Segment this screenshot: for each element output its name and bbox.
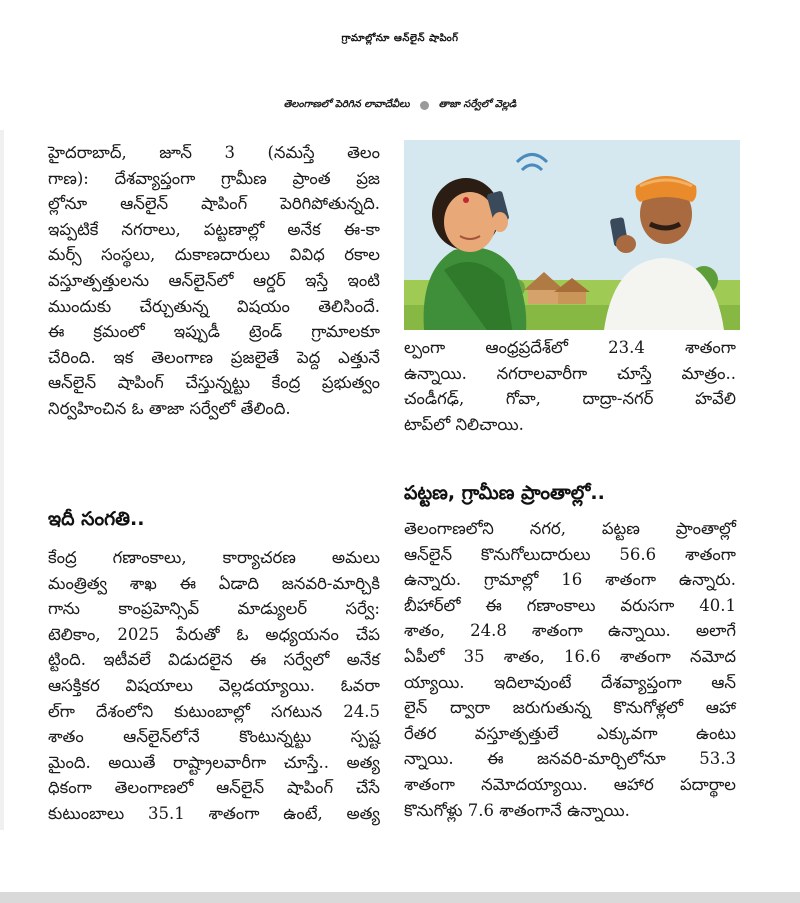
text-line: ధికంగా తెలంగాణలో ఆన్‌లైన్ షాపింగ్ చేసే <box>48 778 380 798</box>
text-line: మంత్రిత్వ శాఖ ఈ ఏడాది జనవరి-మార్చికి <box>48 573 380 593</box>
text-line: ల్పంగా ఆంధ్రప్రదేశ్‌లో 23.4 శాతంగా <box>404 338 736 357</box>
text-line: కొనుగోళ్లు 7.6 శాతంగానే ఉన్నాయి. <box>404 800 630 820</box>
section-1-paragraph <box>48 545 380 827</box>
text-line: టెలికాం, 2025 పేరుతో ఓ అధ్యయనం చేప <box>48 624 380 644</box>
text-line: శాతంగా నమోదయ్యాయి. ఆహార పదార్థాల <box>404 774 736 794</box>
text-line: ల్లోనూ ఆన్‌లైన్ షాపింగ్ పెరిగిపోతున్నది. <box>48 194 380 214</box>
continuation-paragraph <box>404 335 736 437</box>
page-edge <box>0 130 4 830</box>
text-line: కేంద్ర గణాంకాలు, కార్యాచరణ అమలు <box>48 548 380 567</box>
text-line: చండీగఢ్, గోవా, దాద్రా-నగర్ హవేలి <box>404 389 736 409</box>
text-line: మర్స్ సంస్థలు, దుకాణదారులు వివిధ రకాల <box>48 245 380 265</box>
illustration-villagers-with-phones <box>404 140 740 330</box>
text-line: య్యాయి. ఇదిలావుంటే దేశవ్యాప్తంగా ఆన్ <box>404 672 736 692</box>
text-line: ఈ క్రమంలో ఇప్పుడీ ట్రెండ్ గ్రామాలకూ <box>48 322 380 342</box>
text-line: ఆసక్తికర విషయాలు వెల్లడయ్యాయి. ఓవరా <box>48 675 380 695</box>
section-2-paragraph <box>404 516 736 823</box>
text-line: వస్తూత్పత్తులను ఆన్‌లైన్‌లో ఆర్డర్ ఇస్తే ఇంటి <box>48 270 380 290</box>
text-line: ఆన్‌లైన్ షాపింగ్ చేస్తున్నట్టు కేంద్ర ప్రభుత్వం <box>48 373 380 393</box>
text-line: గాణ): దేశవ్యాప్తంగా గ్రామీణ ప్రాంత ప్రజ <box>48 168 380 188</box>
subhead <box>0 86 800 124</box>
text-line: శాతం ఆన్‌లైన్‌లోనే కొంటున్నట్టు స్పష్ట <box>48 727 380 747</box>
text-line: టాప్‌లో నిలిచాయి. <box>404 414 524 434</box>
text-line: ఉన్నారు. గ్రామాల్లో 16 శాతంగా ఉన్నారు. <box>404 570 736 590</box>
text-line: ఏపీలో 35 శాతం, 16.6 శాతంగా నమోద <box>404 646 736 666</box>
section-heading-1: ఇదీ సంగతి.. <box>48 508 145 530</box>
text-line: ఇప్పటికే నగరాలు, పట్టణాల్లో అనేక ఈ-కా <box>48 219 380 239</box>
text-line: మైంది. అయితే రాష్ట్రాలవారీగా చూస్తే.. అత్య <box>48 752 380 772</box>
text-line: ల్‌గా దేశంలోని కుటుంబాల్లో సగటున 24.5 <box>48 701 380 721</box>
text-line: నిర్వహించిన ఓ తాజా సర్వేలో తేలింది. <box>48 398 291 418</box>
subhead-part-2: తాజా సర్వేలో వెల్లడి <box>438 99 517 110</box>
intro-paragraph <box>48 140 380 422</box>
text-line: న్నాయి. ఈ జనవరి-మార్చిలోనూ 53.3 <box>404 749 736 769</box>
text-line: కుటుంబాలు 35.1 శాతంగా ఉంటే, అత్య <box>48 803 380 823</box>
text-line: గాను కాంప్రహెన్సివ్ మాడ్యులర్ సర్వే: <box>48 599 380 619</box>
text-line: శాతం, 24.8 శాతంగా ఉన్నాయి. అలాగే <box>404 621 736 641</box>
bullet-dot-icon <box>420 101 429 110</box>
text-line: ట్టింది. ఇటీవలే విడుదలైన ఈ సర్వేలో అనేక <box>48 650 380 670</box>
headline: గ్రామాల్లోనూ ఆన్‌లైన్ షాపింగ్ <box>341 33 459 44</box>
subhead-part-1: తెలంగాణలో పెరిగిన లావాదేవీలు <box>283 99 410 110</box>
text-line: చేరింది. ఇక తెలంగాణ ప్రజలైతే పెద్ద ఎత్తునే <box>48 347 380 367</box>
text-line: ఆన్‌లైన్ కొనుగోలుదారులు 56.6 శాతంగా <box>404 544 736 564</box>
text-line: హైదరాబాద్, జూన్ 3 (నమస్తే తెలం <box>48 143 380 162</box>
bottom-rule <box>0 892 800 903</box>
text-line: ఉన్నాయి. నగరాలవారీగా చూస్తే మాత్రం.. <box>404 363 736 383</box>
section-heading-2: పట్టణ, గ్రామీణ ప్రాంతాల్లో.. <box>404 482 605 504</box>
text-line: రేతర వస్తూత్పత్తులే ఎక్కువగా ఉంటు <box>404 723 736 743</box>
text-line: బీహార్‌లో ఈ గణాంకాలు వరుసగా 40.1 <box>404 595 736 615</box>
text-line: లైన్ ద్వారా జరుగుతున్న కొనుగోళ్లలో ఆహా <box>404 698 736 718</box>
text-line: తెలంగాణలోని నగర, పట్టణ ప్రాంతాల్లో <box>404 519 736 538</box>
text-line: ముందుకు చేర్చుతున్న విషయం తెలిసిందే. <box>48 296 380 316</box>
